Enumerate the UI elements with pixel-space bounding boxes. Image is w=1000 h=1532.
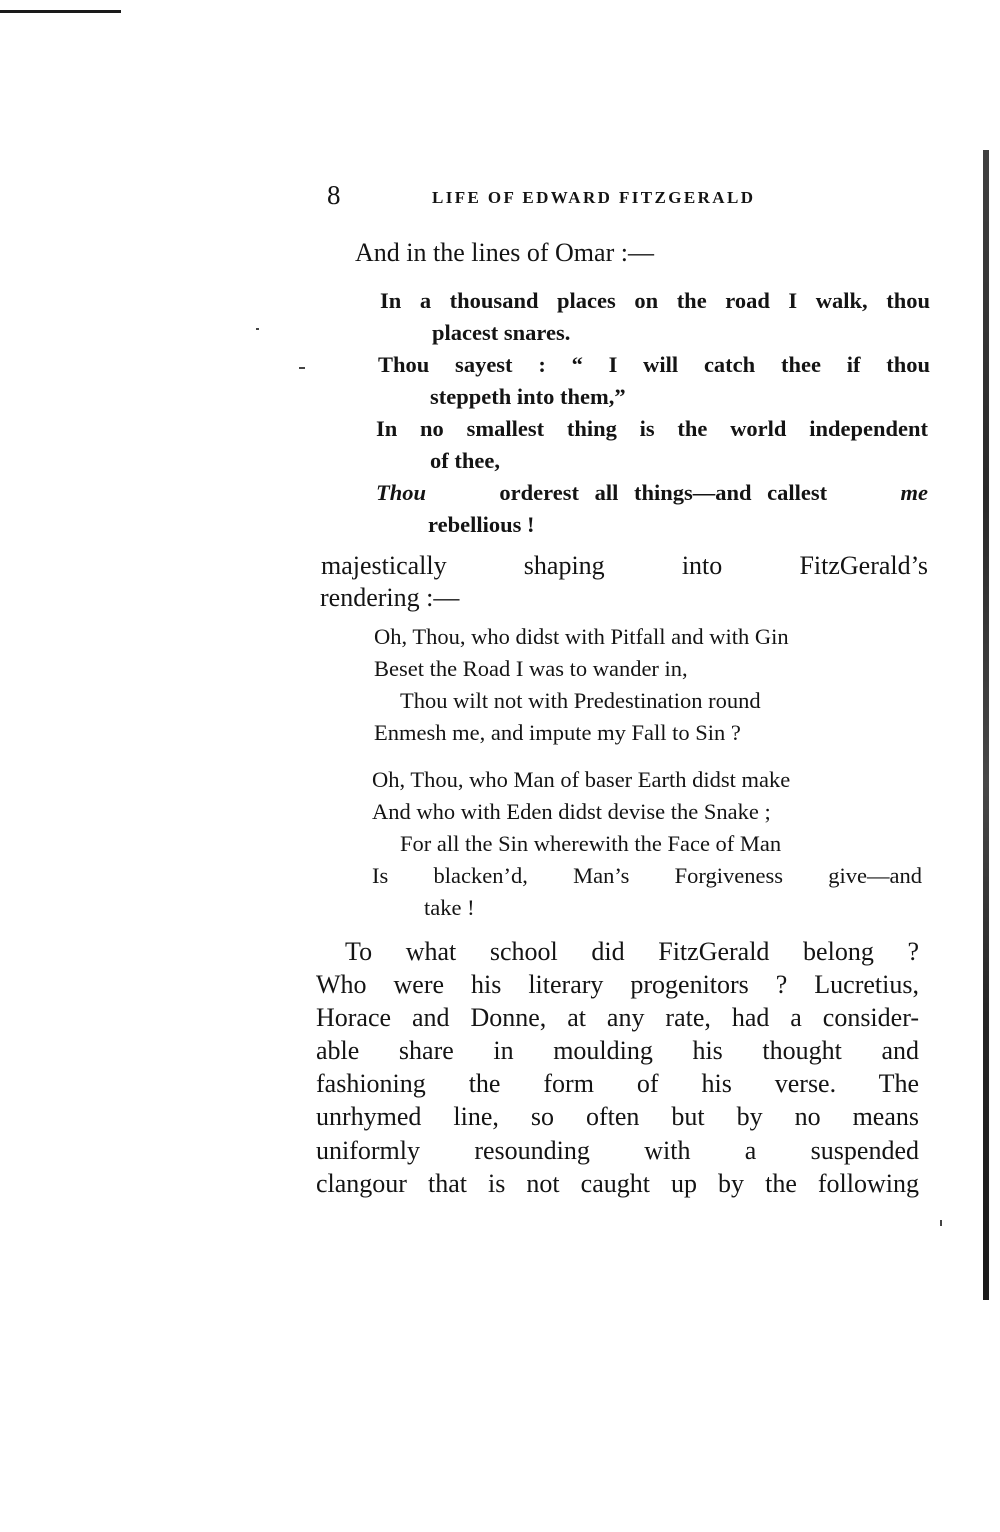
intro-line: And in the lines of Omar :—: [355, 238, 654, 267]
omar-line: placest snares.: [432, 320, 571, 345]
page-number: 8: [327, 180, 341, 210]
quatrain-line: Oh, Thou, who Man of baser Earth didst make: [372, 767, 791, 792]
omar-line: [376, 480, 928, 506]
omar-line: In a thousand places on the road I walk, thou: [380, 288, 930, 313]
bridge-line: [321, 551, 928, 581]
paragraph-line: Who were his literary progenitors ? Lucretius,: [316, 970, 919, 999]
running-head: [322, 180, 842, 216]
omar-line: of thee,: [430, 448, 500, 473]
quatrain-line: Is blacken’d, Man’s Forgiveness give—and: [372, 863, 922, 888]
scan-speck: [940, 1220, 942, 1226]
bridge-word: FitzGerald’s: [799, 551, 928, 580]
bridge-word: into: [681, 551, 723, 580]
omar-line: Thou sayest : “ I will catch thee if thou: [378, 352, 930, 377]
quatrain-line: take !: [424, 895, 475, 920]
quatrain-line: Beset the Road I was to wander in,: [374, 656, 688, 681]
paragraph-line: uniformly resounding with a suspended: [316, 1136, 919, 1165]
quatrain-line: And who with Eden didst devise the Snake ;: [372, 799, 771, 824]
omar-line: rebellious !: [428, 512, 535, 537]
bridge-line: rendering :—: [320, 583, 460, 612]
quatrain-line: Enmesh me, and impute my Fall to Sin ?: [374, 720, 741, 745]
scan-speck: [299, 367, 305, 369]
omar-line: In no smallest thing is the world independent: [376, 416, 928, 441]
scan-rule-top: [0, 10, 121, 13]
omar-line: steppeth into them,”: [430, 384, 626, 409]
paragraph-line: fashioning the form of his verse. The: [316, 1069, 919, 1098]
omar-line-mid: orderest all things—and callest: [499, 480, 828, 505]
running-head-title: LIFE OF EDWARD FITZGERALD: [432, 188, 756, 207]
quatrain-line: Thou wilt not with Predestination round: [400, 688, 761, 713]
bridge-word: majestically: [321, 551, 447, 580]
paragraph-line: able share in moulding his thought and: [316, 1036, 919, 1065]
omar-word-me: me: [900, 480, 928, 505]
paragraph-line: clangour that is not caught up by the following: [316, 1169, 919, 1198]
paragraph-line: Horace and Donne, at any rate, had a consider-: [316, 1003, 919, 1032]
quatrain-line: Oh, Thou, who didst with Pitfall and with Gin: [374, 624, 789, 649]
paragraph-line: To what school did FitzGerald belong ?: [345, 937, 919, 966]
paragraph-line: unrhymed line, so often but by no means: [316, 1102, 919, 1131]
bridge-word: shaping: [523, 551, 605, 580]
omar-word-thou: Thou: [376, 480, 427, 505]
quatrain-line: For all the Sin wherewith the Face of Man: [400, 831, 782, 856]
scan-speck: [256, 328, 259, 330]
scan-edge-right: [983, 150, 989, 1300]
